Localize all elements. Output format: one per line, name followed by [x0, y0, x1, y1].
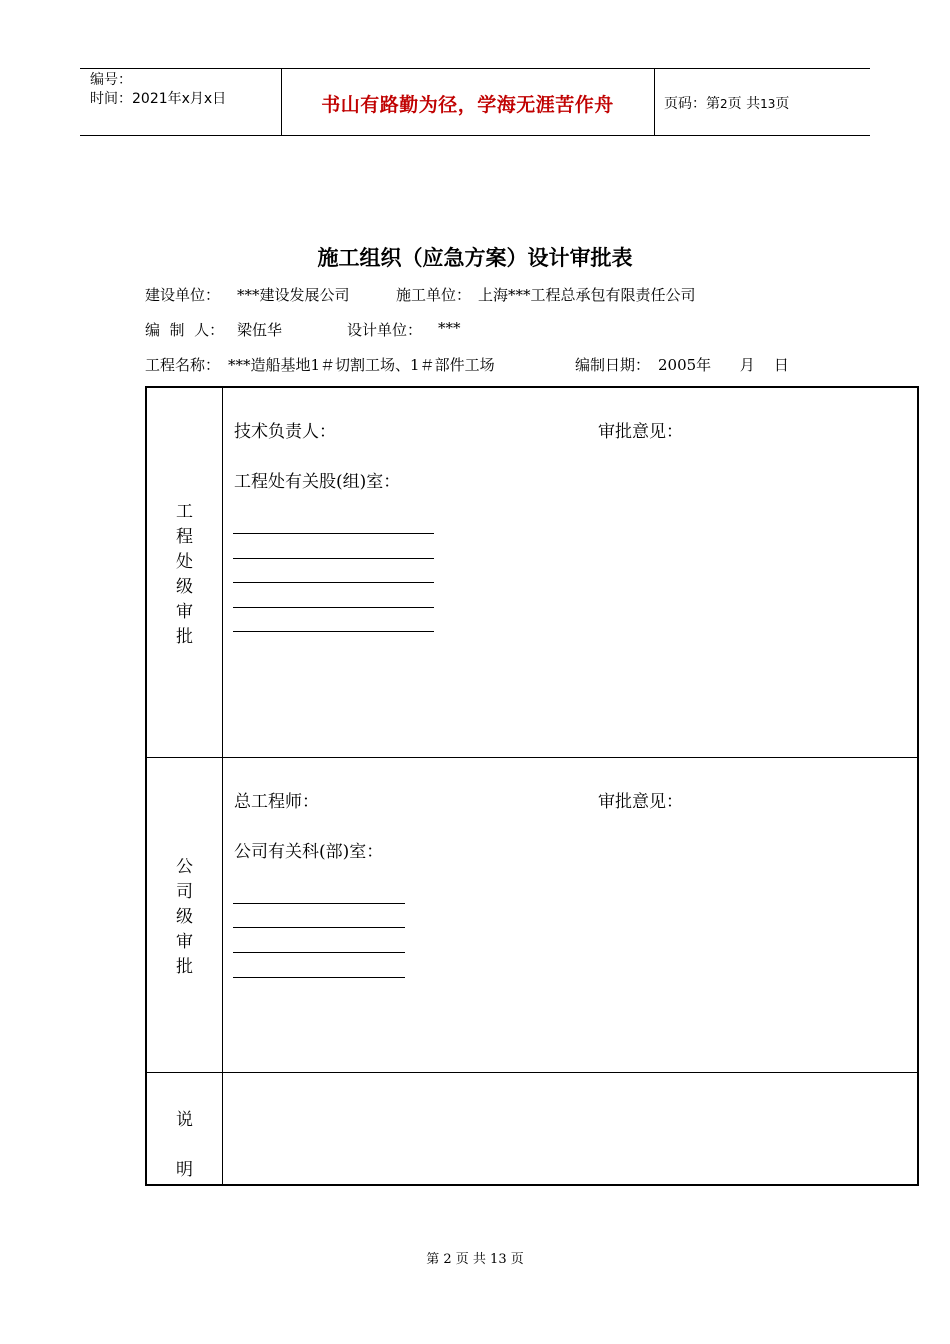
- date-label: 编制日期：: [575, 356, 651, 374]
- page-title: 施工组织（应急方案）设计审批表: [317, 246, 633, 270]
- serial-label: 编号：: [90, 72, 132, 88]
- header-top-rule: [80, 68, 870, 69]
- side-char: 处: [176, 552, 193, 572]
- page-mid: 页 共: [727, 96, 761, 112]
- signature-line: [233, 977, 405, 978]
- project-label: 工程名称：: [145, 356, 221, 374]
- builder-value: ***建设发展公司: [237, 286, 350, 304]
- section2-side-label: [145, 855, 224, 980]
- side-char: 级: [176, 907, 193, 927]
- author-label: 编 制 人：: [145, 321, 225, 339]
- form-row-divider: [145, 1072, 919, 1073]
- form-row-divider: [145, 757, 919, 758]
- section2-opinion-label: 审批意见：: [598, 792, 683, 812]
- signature-line: [233, 582, 434, 583]
- header-meta: [90, 71, 226, 109]
- page-number: 2: [720, 97, 728, 111]
- header-divider: [654, 68, 655, 135]
- designer-value: ***: [438, 319, 461, 337]
- chief-engineer-label: 总工程师：: [234, 792, 319, 812]
- signature-line: [233, 903, 405, 904]
- side-char: 工: [176, 502, 193, 522]
- header-motto: 书山有路勤为径，学海无涯苦作舟: [321, 94, 614, 116]
- signature-line: [233, 631, 434, 632]
- section1-opinion-label: 审批意见：: [598, 422, 683, 442]
- page-label: 页码：第: [664, 96, 720, 112]
- section2-dept-label: 公司有关科(部)室：: [234, 842, 384, 862]
- side-char: 说: [176, 1110, 193, 1130]
- signature-line: [233, 607, 434, 608]
- builder-line: [145, 284, 220, 305]
- time-value: 2021年x月x日: [132, 91, 227, 107]
- signature-line: [233, 533, 434, 534]
- time-label: 时间：: [90, 91, 132, 107]
- side-char: 批: [176, 627, 193, 647]
- approval-form: [145, 386, 919, 1186]
- tech-lead-label: 技术负责人：: [234, 422, 336, 442]
- signature-line: [233, 558, 434, 559]
- side-char: 审: [176, 602, 193, 622]
- contractor-label: 施工单位：: [396, 286, 472, 304]
- signature-line: [233, 952, 405, 953]
- side-char: 公: [176, 857, 193, 877]
- project-value: ***造船基地1＃切割工场、1＃部件工场: [228, 356, 495, 374]
- builder-label: 建设单位：: [145, 286, 221, 304]
- page-total: 13: [760, 97, 776, 111]
- section3-side-label: [145, 1095, 224, 1195]
- date-value: 2005年 月 日: [658, 356, 789, 374]
- side-char: 明: [176, 1160, 193, 1180]
- page-end: 页: [775, 96, 790, 112]
- contractor-value: 上海***工程总承包有限责任公司: [478, 286, 696, 304]
- section1-side-label: [145, 500, 224, 650]
- side-char: 程: [176, 527, 193, 547]
- header-bottom-rule: [80, 135, 870, 136]
- author-value: 梁伍华: [237, 321, 283, 339]
- section1-dept-label: 工程处有关股(组)室：: [234, 472, 401, 492]
- header-page-indicator: [664, 93, 789, 113]
- time-line: [90, 90, 226, 109]
- signature-line: [233, 927, 405, 928]
- designer-label: 设计单位：: [347, 321, 423, 339]
- side-char: 级: [176, 577, 193, 597]
- page-footer: 第 2 页 共 13 页: [426, 1252, 524, 1267]
- side-char: 批: [176, 957, 193, 977]
- side-char: 司: [176, 882, 193, 902]
- side-char: 审: [176, 932, 193, 952]
